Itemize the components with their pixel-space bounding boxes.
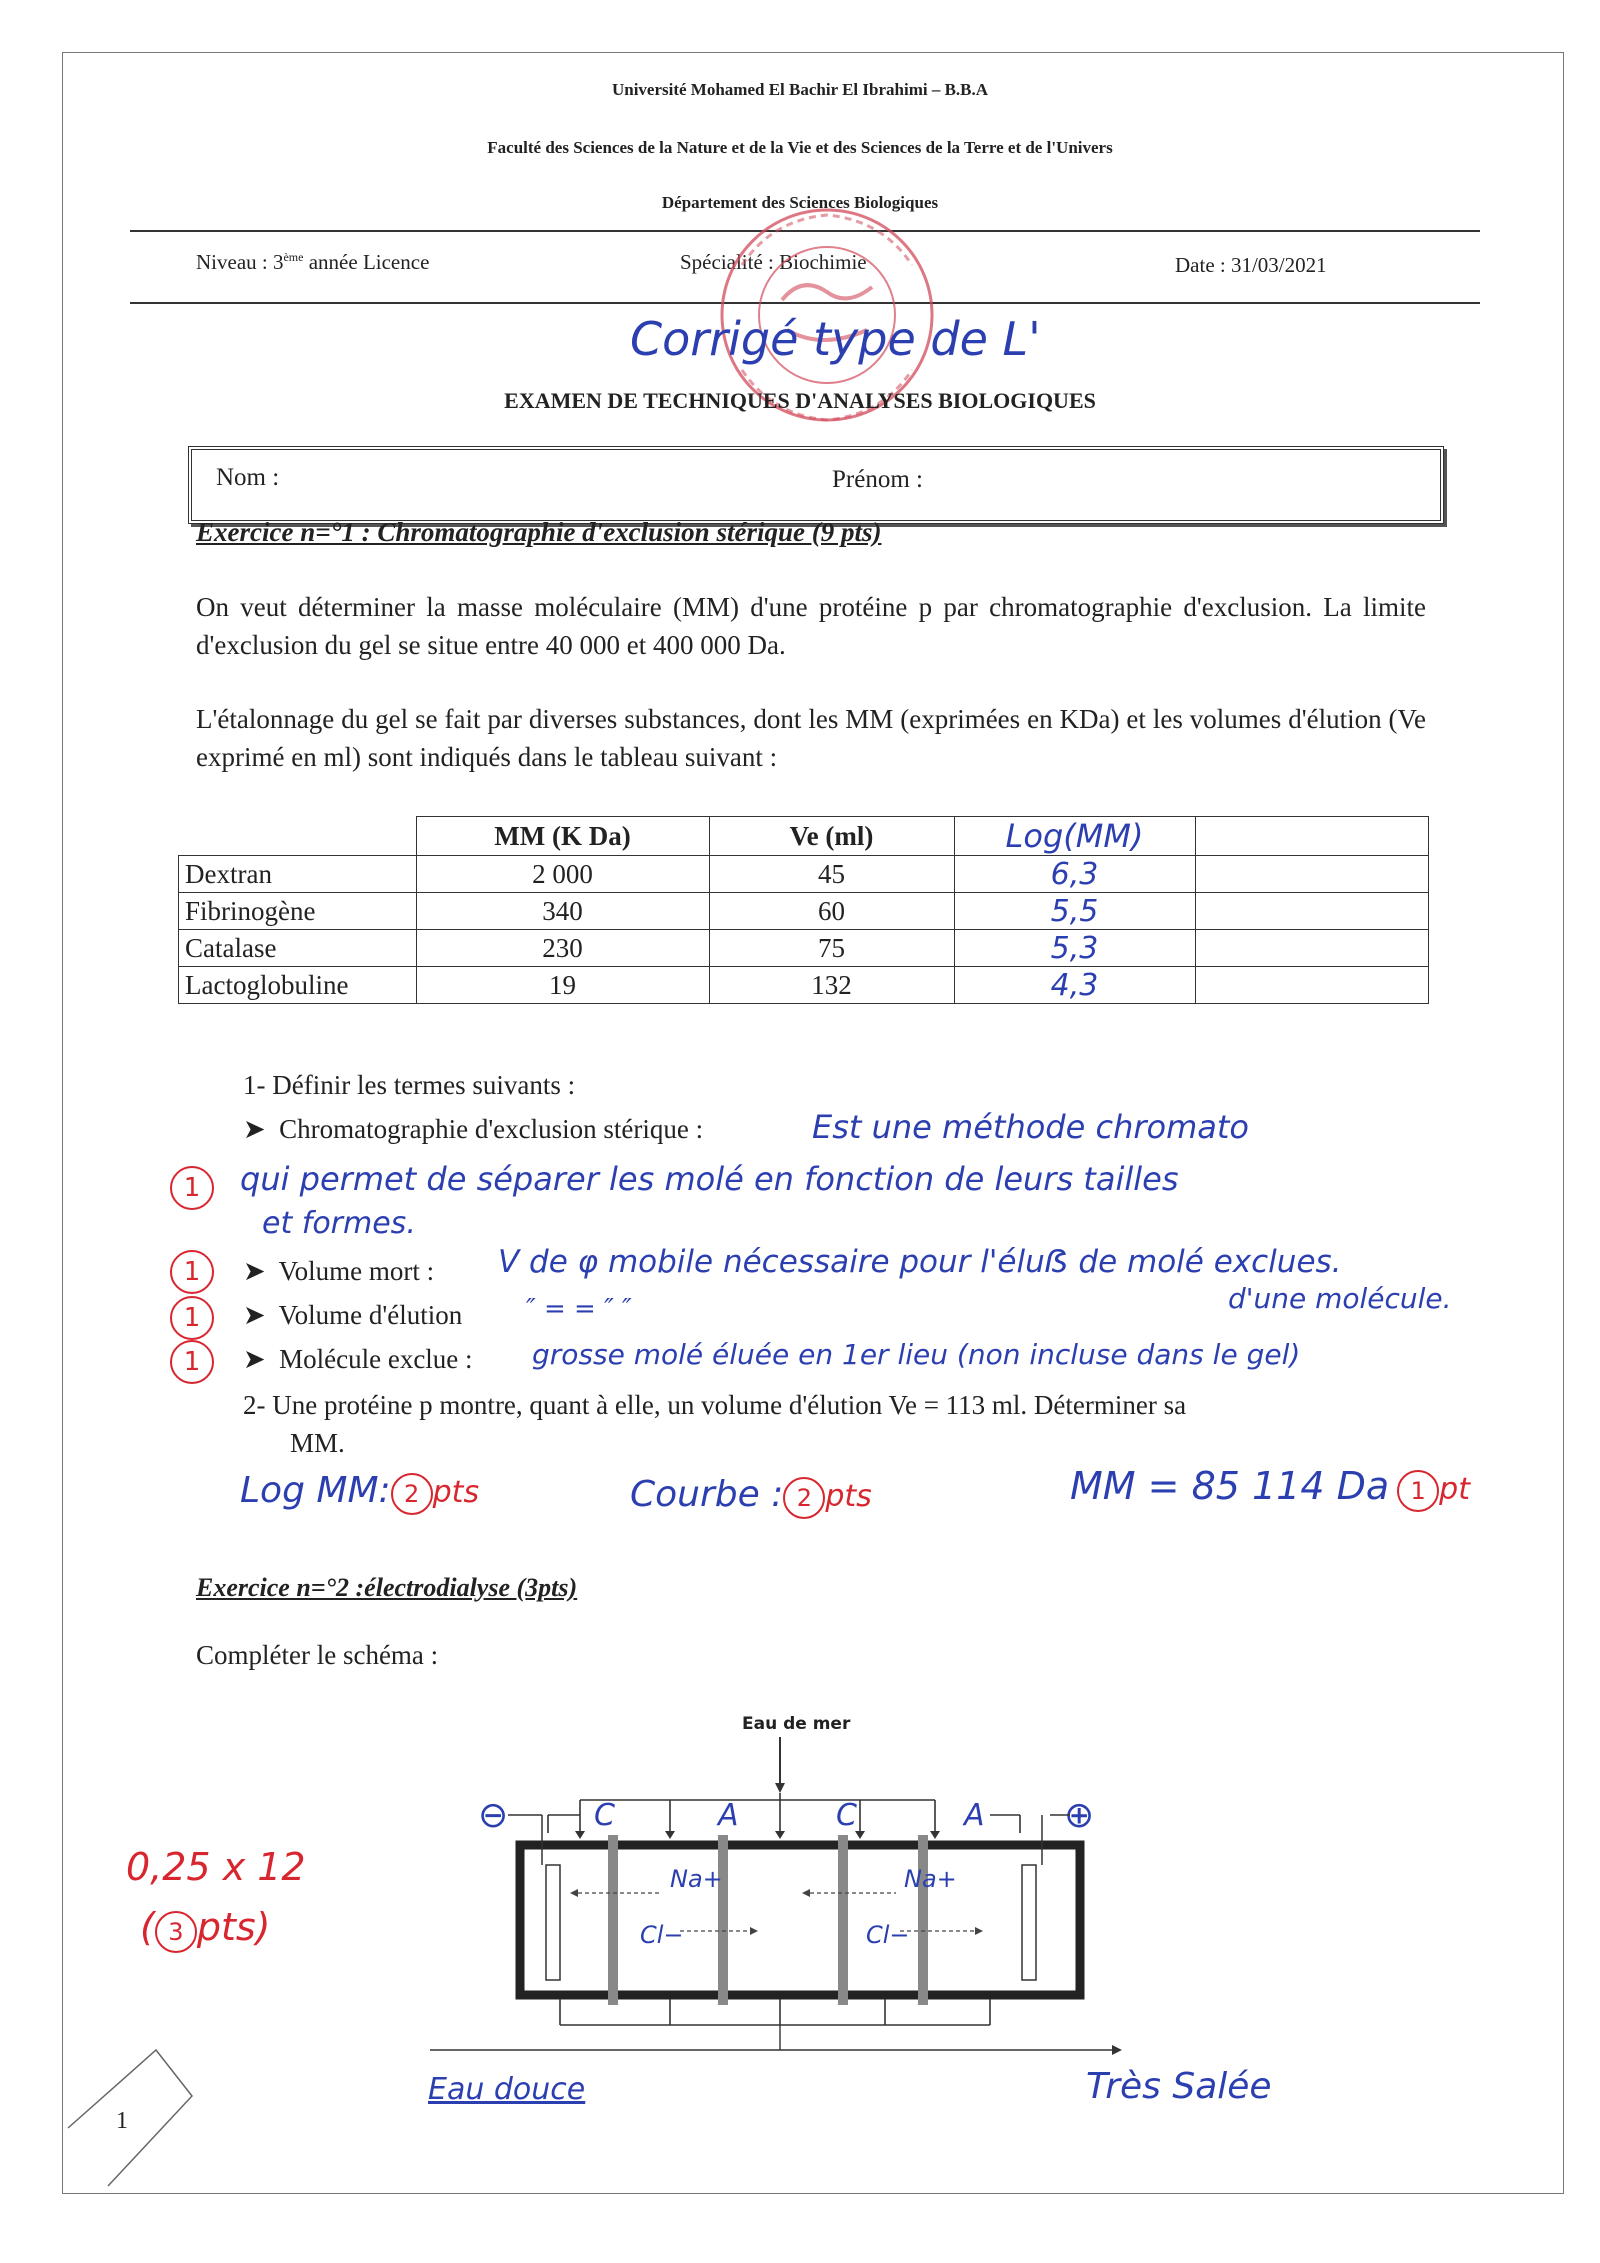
membrane-label: C xyxy=(594,1798,615,1833)
grading-curve: Courbe : 2 pts xyxy=(630,1474,872,1519)
score-circle: 1 xyxy=(170,1296,214,1340)
exercise2-title: Exercice n=°2 :électrodialyse (3pts) xyxy=(196,1573,578,1602)
grading-mm-result: MM = 85 114 Da 1 pt xyxy=(1070,1464,1470,1512)
term-excluded-molecule: ➤ Molécule exclue : xyxy=(243,1344,473,1374)
table-cell xyxy=(1195,930,1428,967)
table-cell: Catalase xyxy=(179,930,417,967)
anion-label: Cl− xyxy=(640,1921,684,1949)
specialite: Spécialité : Biochimie xyxy=(680,250,867,274)
table-cell: 75 xyxy=(709,930,954,967)
score-circle: 1 xyxy=(170,1250,214,1294)
score-annotation-total: ( 3 pts) xyxy=(140,1905,270,1953)
score-annotation: 0,25 x 12 xyxy=(126,1845,306,1889)
prenom-label: Prénom : xyxy=(832,466,923,493)
name-box xyxy=(188,446,1444,524)
calibration-table xyxy=(178,816,1429,1004)
table-cell: Fibrinogène xyxy=(179,893,417,930)
cation-label: Na+ xyxy=(904,1865,957,1893)
score-circle: 1 xyxy=(170,1166,214,1210)
table-cell: Dextran xyxy=(179,856,417,893)
faculty-name: Faculté des Sciences de la Nature et de la Vie et des Sciences de la Terre et de l'Univers xyxy=(487,138,1113,157)
answer-chromatography-line3: et formes. xyxy=(262,1206,416,1241)
exercise1-intro: On veut déterminer la masse moléculaire (MM) d'une protéine p par chromatographie d'exclusion. La limite d'exclusion du gel se situe entre 40 000 et 400 000 Da. xyxy=(196,592,1426,660)
grading-logmm: Log MM: 2 pts xyxy=(240,1470,479,1515)
exam-date: Date : 31/03/2021 xyxy=(1175,253,1327,277)
table-cell: 132 xyxy=(709,967,954,1004)
table-row xyxy=(179,893,1429,930)
table-header-row xyxy=(179,817,1429,856)
question-1: 1- Définir les termes suivants : xyxy=(243,1070,576,1100)
table-cell: 6,3 xyxy=(954,856,1195,893)
table-header-cell xyxy=(1195,817,1428,856)
very-salty-label: Très Salée xyxy=(1086,2066,1272,2107)
term-chromatography: ➤ Chromatographie d'exclusion stérique : xyxy=(243,1114,704,1144)
table-cell: 230 xyxy=(416,930,709,967)
university-name: Université Mohamed El Bachir El Ibrahimi – B.B.A xyxy=(611,80,989,99)
arrow-bullet-icon: ➤ xyxy=(243,1114,266,1144)
table-cell xyxy=(1195,893,1428,930)
table-cell: 45 xyxy=(709,856,954,893)
page-number: 1 xyxy=(116,2108,128,2134)
table-row xyxy=(179,930,1429,967)
arrow-bullet-icon: ➤ xyxy=(243,1344,266,1374)
niveau: Niveau : 3ème année Licence xyxy=(196,250,430,274)
score-circle: 1 xyxy=(170,1340,214,1384)
table-row xyxy=(179,856,1429,893)
page-corner-fold xyxy=(66,2048,206,2188)
table-cell: 2 000 xyxy=(416,856,709,893)
annotation-title: Corrigé type de L' xyxy=(630,312,1041,366)
table-cell: 60 xyxy=(709,893,954,930)
table-cell: 19 xyxy=(416,967,709,1004)
table-header-cell: Log(MM) xyxy=(954,817,1195,856)
table-cell: Lactoglobuline xyxy=(179,967,417,1004)
membrane-label: A xyxy=(718,1798,739,1833)
table-cell: 5,5 xyxy=(954,893,1195,930)
arrow-bullet-icon: ➤ xyxy=(243,1256,266,1286)
table-cell: 340 xyxy=(416,893,709,930)
anode-plus-icon: ⊕ xyxy=(1064,1795,1095,1836)
exam-title: EXAMEN DE TECHNIQUES D'ANALYSES BIOLOGIQUES xyxy=(504,388,1096,413)
table-cell xyxy=(1195,856,1428,893)
exercise2-instruction: Compléter le schéma : xyxy=(196,1640,439,1670)
anion-label: Cl− xyxy=(866,1921,910,1949)
question-2: 2- Une protéine p montre, quant à elle, un volume d'élution Ve = 113 ml. Déterminer sa xyxy=(243,1390,1187,1420)
table-cell xyxy=(1195,967,1428,1004)
arrow-bullet-icon: ➤ xyxy=(243,1300,266,1330)
fresh-water-label: Eau douce xyxy=(428,2072,586,2107)
nom-label: Nom : xyxy=(216,464,280,491)
department-name: Département des Sciences Biologiques xyxy=(661,193,939,212)
table-row xyxy=(179,967,1429,1004)
answer-elution-volume-ditto: ″ = = ″ ″ xyxy=(526,1294,632,1324)
exercise1-title: Exercice n=°1 : Chromatographie d'exclusion stérique (9 pts) xyxy=(196,517,882,547)
table-header-cell: MM (K Da) xyxy=(416,817,709,856)
answer-excluded-molecule: grosse molé éluée en 1er lieu (non incluse dans le gel) xyxy=(532,1338,1301,1371)
exercise1-calibration-text: L'étalonnage du gel se fait par diverses substances, dont les MM (exprimées en KDa) et les volumes d'élution (Ve exprimé en ml) sont indiqués dans le tableau suivant : xyxy=(196,704,1426,772)
cation-label: Na+ xyxy=(670,1865,723,1893)
answer-chromatography-line2: qui permet de séparer les molé en fonction de leurs tailles xyxy=(240,1160,1179,1198)
membrane-label: A xyxy=(964,1798,985,1833)
cathode-minus-icon: ⊖ xyxy=(478,1795,509,1836)
electrodialysis-diagram xyxy=(430,1705,1310,2105)
table-header-cell xyxy=(179,817,417,856)
answer-dead-volume: V de φ mobile nécessaire pour l'éluẞ de molé exclues. xyxy=(498,1244,1342,1280)
inlet-label: Eau de mer xyxy=(742,1714,851,1734)
table-header-cell: Ve (ml) xyxy=(709,817,954,856)
question-2-cont: MM. xyxy=(290,1428,345,1458)
table-cell: 4,3 xyxy=(954,967,1195,1004)
term-dead-volume: ➤ Volume mort : xyxy=(243,1256,435,1286)
membrane-label: C xyxy=(836,1798,857,1833)
answer-chromatography: Est une méthode chromato xyxy=(812,1108,1249,1146)
table-cell: 5,3 xyxy=(954,930,1195,967)
term-elution-volume: ➤ Volume d'élution xyxy=(243,1300,463,1330)
answer-elution-volume-end: d'une molécule. xyxy=(1228,1282,1452,1315)
